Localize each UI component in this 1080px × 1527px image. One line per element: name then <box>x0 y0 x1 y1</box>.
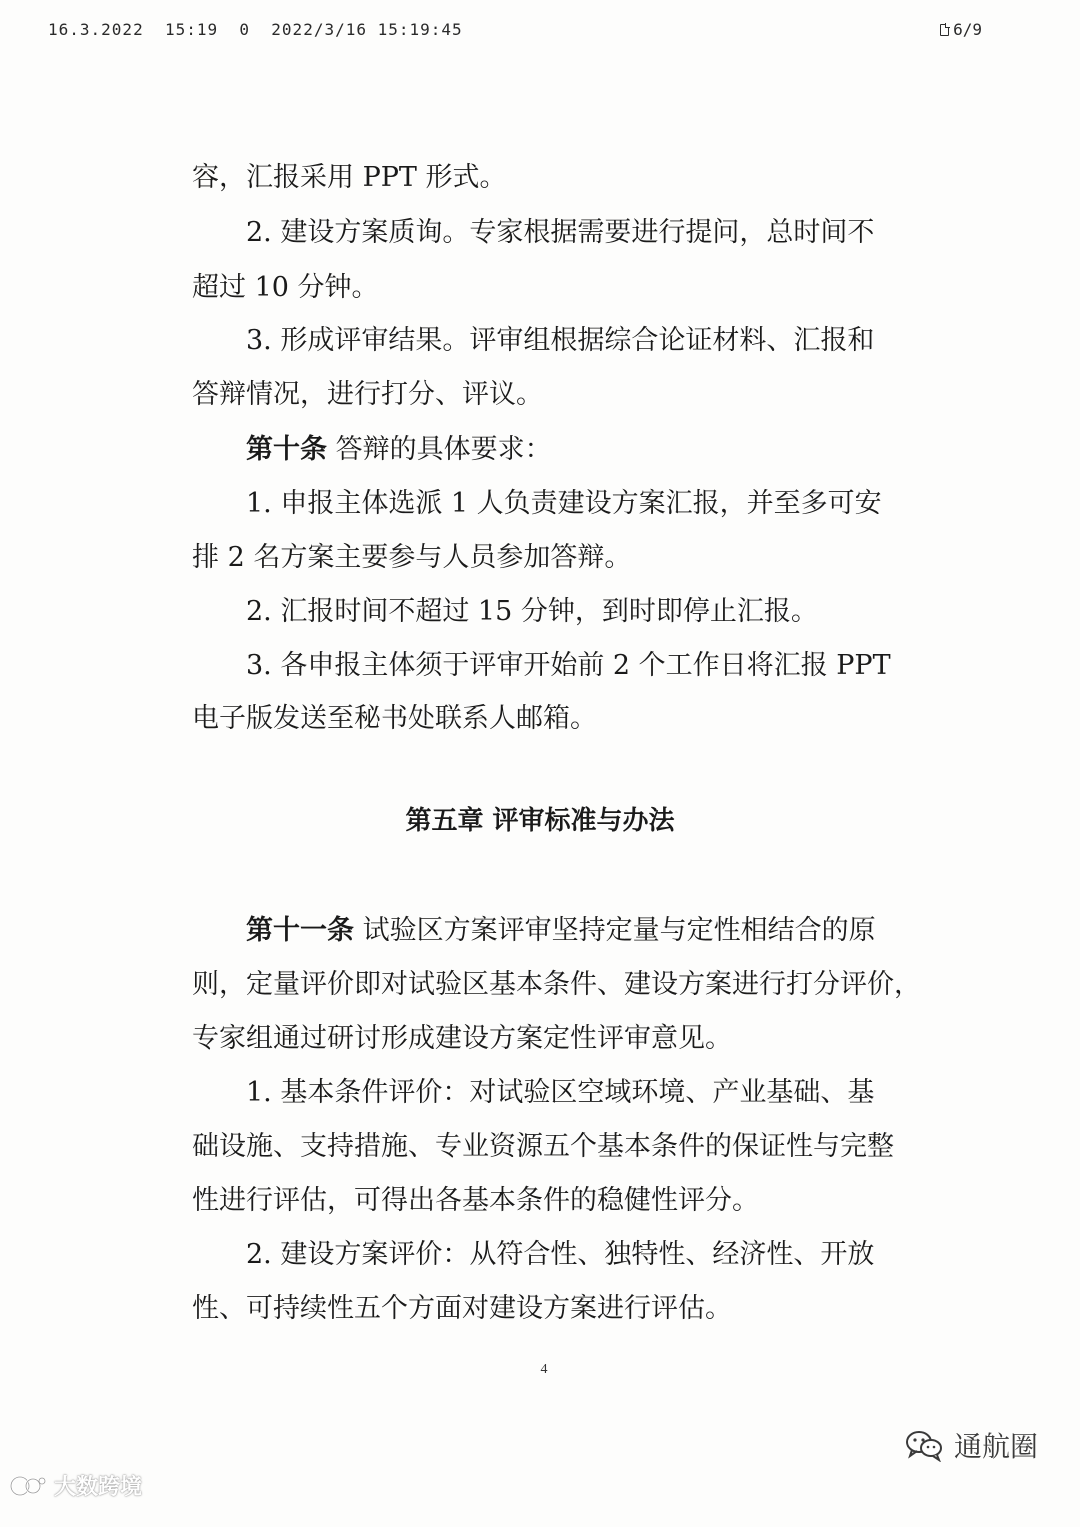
page-number: 4 <box>540 1362 548 1377</box>
fax-timestamp-header: 16.3.2022 15:19 0 2022/3/16 15:19:45 <box>48 20 463 39</box>
body-text-segment: 性、可持续性五个方面对建设方案进行评估。 <box>192 1293 732 1324</box>
body-line <box>192 908 946 947</box>
document-icon <box>940 24 949 36</box>
body-text-segment: 础设施、支持措施、专业资源五个基本条件的保证性与完整 <box>192 1131 894 1162</box>
article-label: 第十条 <box>246 434 327 465</box>
body-line <box>192 1178 892 1217</box>
body-text-segment: 排 2 名方案主要参与人员参加答辩。 <box>192 542 632 573</box>
body-line <box>192 1124 892 1163</box>
wechat-icon <box>904 1428 944 1462</box>
fax-page-count: 6/9 <box>953 20 982 39</box>
body-text-segment: 超过 10 分钟。 <box>192 272 379 303</box>
body-line <box>192 1016 892 1055</box>
body-text-segment: 3. 各申报主体须于评审开始前 2 个工作日将汇报 PPT <box>246 650 891 681</box>
body-line <box>192 962 921 1001</box>
body-text-segment: 答辩情况，进行打分、评议。 <box>192 379 543 410</box>
watermark-right-text: 通航圈 <box>953 1430 1038 1463</box>
body-text-segment: 专家组通过研讨形成建设方案定性评审意见。 <box>192 1023 732 1054</box>
body-text-segment: 答辩的具体要求： <box>327 434 552 465</box>
body-text-segment: 3. 形成评审结果。评审组根据综合论证材料、汇报和 <box>246 325 875 356</box>
watermark-left <box>8 1470 142 1501</box>
body-text-segment: 2. 建设方案评价：从符合性、独特性、经济性、开放 <box>246 1239 875 1270</box>
body-line <box>192 155 892 194</box>
body-line <box>192 643 946 682</box>
body-text-segment: 试验区方案评审坚持定量与定性相结合的原 <box>354 915 876 946</box>
body-line <box>192 1286 892 1325</box>
body-text-segment: 2. 建设方案质询。专家根据需要进行提问，总时间不 <box>246 217 875 248</box>
body-line <box>192 589 946 628</box>
fax-page-indicator <box>940 20 982 39</box>
article-label: 第十一条 <box>246 915 354 946</box>
bubble-logo-icon <box>8 1471 48 1501</box>
body-line <box>192 535 892 574</box>
body-text-segment: 性进行评估，可得出各基本条件的稳健性评分。 <box>192 1185 759 1216</box>
watermark-left-text: 大数跨境 <box>54 1475 143 1500</box>
body-line <box>192 372 892 411</box>
body-line <box>192 481 946 520</box>
body-line <box>192 427 946 466</box>
body-text-segment: 1. 申报主体选派 1 人负责建设方案汇报，并至多可安 <box>246 488 882 519</box>
body-line <box>192 265 892 304</box>
body-text-segment: 则，定量评价即对试验区基本条件、建设方案进行打分评价， <box>192 969 921 1000</box>
body-line <box>192 318 946 357</box>
body-text-segment: 电子版发送至秘书处联系人邮箱。 <box>192 703 597 734</box>
chapter-heading: 第五章 评审标准与办法 <box>405 806 675 836</box>
body-text-segment: 容，汇报采用 PPT 形式。 <box>192 162 507 193</box>
body-line <box>192 1232 946 1271</box>
body-line <box>192 696 892 735</box>
body-line <box>192 1070 946 1109</box>
watermark-right <box>904 1425 1038 1465</box>
body-text-segment: 1. 基本条件评价：对试验区空域环境、产业基础、基 <box>246 1077 875 1108</box>
body-text-segment: 2. 汇报时间不超过 15 分钟，到时即停止汇报。 <box>246 596 818 627</box>
body-line <box>192 210 946 249</box>
